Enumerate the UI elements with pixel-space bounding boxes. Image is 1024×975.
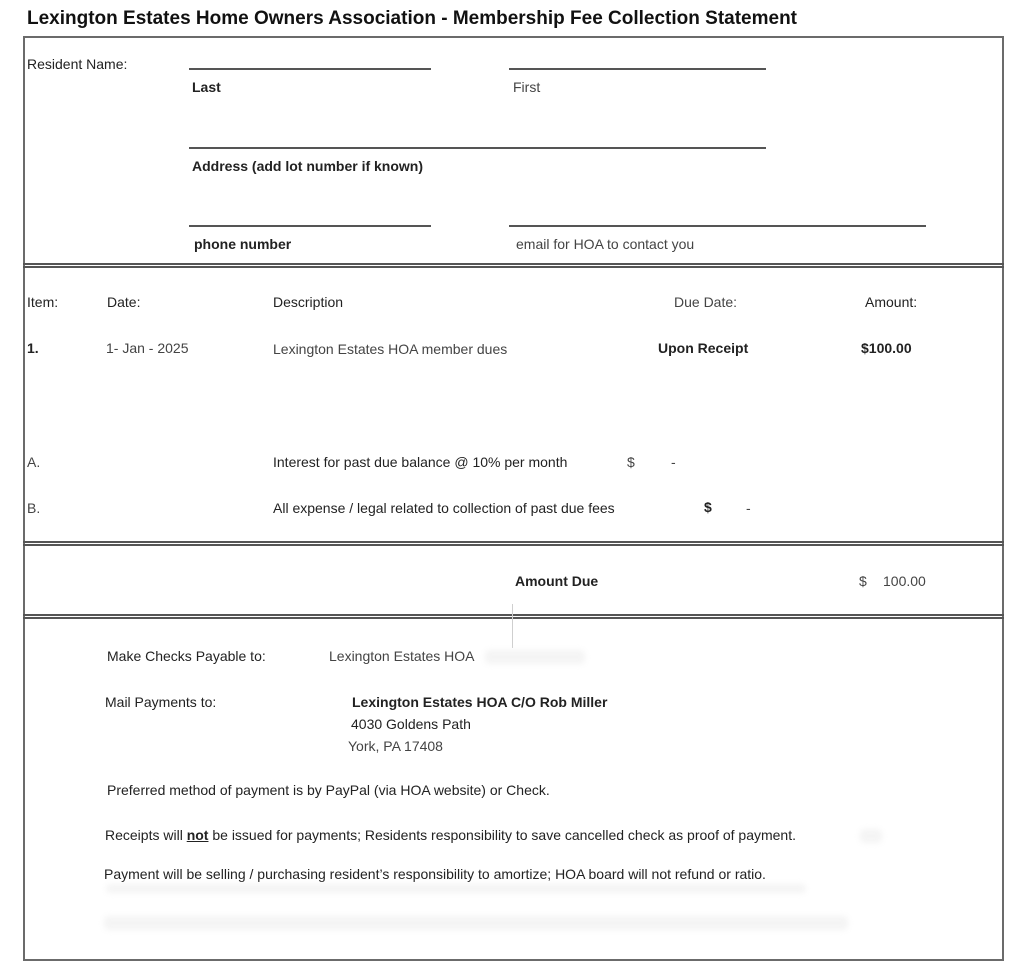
phone-line[interactable]: [189, 225, 431, 227]
resident-name-label: Resident Name:: [27, 56, 128, 72]
first-name-label: First: [513, 79, 541, 95]
faded-text-smudge: [106, 884, 806, 893]
extra-a-description: Interest for past due balance @ 10% per month: [273, 454, 568, 470]
faded-text-smudge: [485, 650, 585, 664]
mail-address-line3: York, PA 17408: [348, 738, 443, 754]
item-due-date: Upon Receipt: [658, 340, 749, 356]
mail-address-line2: 4030 Goldens Path: [351, 716, 471, 732]
email-line[interactable]: [509, 225, 926, 227]
statement-frame: [23, 36, 1004, 961]
address-line[interactable]: [189, 147, 766, 149]
item-amount: $100.00: [861, 340, 912, 356]
amount-header: Amount:: [865, 294, 918, 310]
email-label: email for HOA to contact you: [516, 236, 695, 252]
receipts-notice-start: Receipts will: [105, 827, 187, 843]
extra-b-value: -: [746, 500, 751, 516]
section-divider: [23, 614, 1004, 619]
extra-a-currency: $: [627, 454, 635, 470]
item-description: Lexington Estates HOA member dues: [273, 341, 508, 357]
amount-due-currency: $: [859, 573, 867, 589]
divider-tick: [512, 604, 513, 648]
item-header: Item:: [27, 294, 59, 310]
mail-payments-label: Mail Payments to:: [105, 694, 217, 710]
extra-b-currency: $: [704, 499, 712, 515]
selling-notice: Payment will be selling / purchasing resident’s responsibility to amortize; HOA board will not refund or ratio.: [104, 866, 766, 882]
preferred-payment-text: Preferred method of payment is by PayPal (via HOA website) or Check.: [107, 782, 550, 798]
receipts-notice-emphasis: not: [186, 827, 209, 843]
phone-label: phone number: [194, 236, 292, 252]
address-label: Address (add lot number if known): [192, 158, 424, 174]
page-title: Lexington Estates Home Owners Association - Membership Fee Collection Statement: [27, 8, 798, 29]
first-name-line[interactable]: [509, 68, 766, 70]
receipts-notice-end: be issued for payments; Residents responsibility to save cancelled check as proof of payment.: [208, 827, 796, 843]
receipts-notice: [105, 827, 796, 843]
amount-due-value: 100.00: [883, 573, 926, 589]
last-name-line[interactable]: [189, 68, 431, 70]
description-header: Description: [273, 294, 344, 310]
extra-a-value: -: [671, 454, 676, 470]
section-divider: [23, 263, 1004, 268]
last-name-label: Last: [192, 79, 221, 95]
faded-text-smudge: [104, 916, 848, 930]
extra-a-item: A.: [27, 454, 41, 470]
checks-payable-value: Lexington Estates HOA: [329, 648, 475, 664]
amount-due-label: Amount Due: [515, 573, 599, 589]
mail-address-line1: Lexington Estates HOA C/O Rob Miller: [352, 694, 608, 710]
faded-text-smudge: [860, 829, 882, 843]
item-date: 1- Jan - 2025: [106, 340, 189, 356]
item-number: 1.: [27, 340, 39, 356]
extra-b-description: All expense / legal related to collection of past due fees: [273, 500, 615, 516]
section-divider: [23, 541, 1004, 546]
date-header: Date:: [107, 294, 141, 310]
extra-b-item: B.: [27, 500, 41, 516]
due-date-header: Due Date:: [674, 294, 738, 310]
checks-payable-label: Make Checks Payable to:: [107, 648, 266, 664]
